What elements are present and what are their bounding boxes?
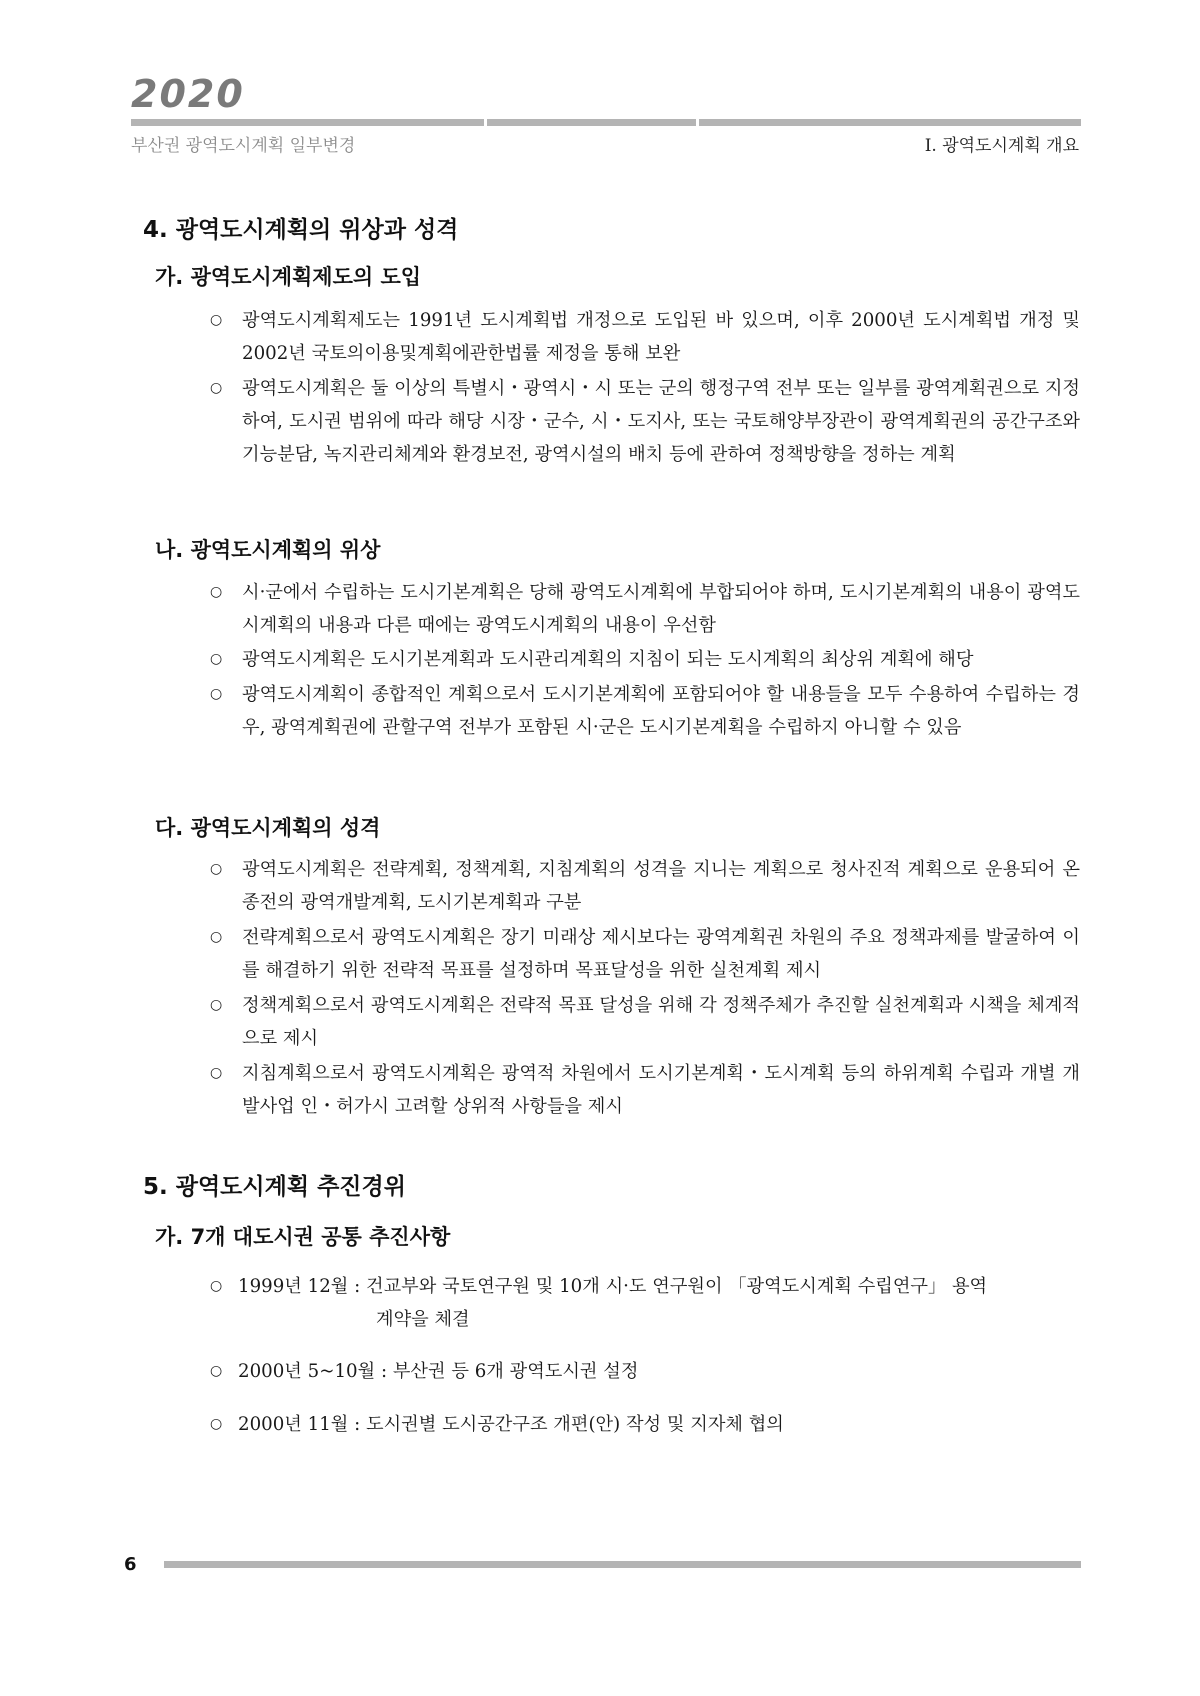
history-text: 건교부와 국토연구원 및 10개 시·도 연구원이 「광역도시계획 수립연구」 용역 [366,1276,988,1297]
header-year: 2020 [131,72,245,116]
list-item [210,1355,1080,1388]
page-number: 6 [124,1554,137,1575]
subsection-5a-heading: 가. 7개 대도시권 공통 추진사항 [155,1225,451,1249]
list-item [210,989,1080,1055]
bullet-text: 전략계획으로서 광역도시계획은 장기 미래상 제시보다는 광역계획권 차원의 주요 정책과제를 발굴하여 이를 해결하기 위한 전략적 목표를 설정하며 목표달성을 위한 실천계획 제시 [242,927,1080,981]
rule-notch [696,119,699,126]
bullet-icon: ○ [210,651,223,667]
header-rule [131,119,1081,126]
section-4-heading: 4. 광역도시계획의 위상과 성격 [143,217,459,243]
bullet-icon: ○ [210,380,223,396]
subsection-4c-heading: 다. 광역도시계획의 성격 [155,816,381,840]
bullet-text: 광역도시계획이 종합적인 계획으로서 도시기본계획에 포함되어야 할 내용들을 모두 수용하여 수립하는 경우, 광역계획권에 관할구역 전부가 포함된 시·군은 도시기본계획을 수립하지 아니할 수 있음 [242,684,1080,738]
bullet-icon: ○ [210,686,223,702]
subsection-4b-heading: 나. 광역도시계획의 위상 [155,538,381,562]
bullet-text: 지침계획으로서 광역도시계획은 광역적 차원에서 도시기본계획・도시계획 등의 하위계획 수립과 개별 개발사업 인・허가시 고려할 상위적 사항들을 제시 [242,1063,1080,1117]
subsection-4a-heading: 가. 광역도시계획제도의 도입 [155,265,422,289]
bullet-icon: ○ [210,1278,223,1294]
bullet-text: 광역도시계획은 도시기본계획과 도시관리계획의 지침이 되는 도시계획의 최상위 계획에 해당 [242,649,974,670]
bullet-text: 광역도시계획제도는 1991년 도시계획법 개정으로 도입된 바 있으며, 이후 2000년 도시계획법 개정 및 2002년 국토의이용및계획에관한법률 제정을 통해 보완 [242,310,1080,364]
rule-notch [484,119,487,126]
history-date: 2000년 5~10월 : [238,1361,393,1382]
bullet-icon: ○ [210,997,223,1013]
history-text: 부산권 등 6개 광역도시권 설정 [392,1361,639,1382]
list-item [210,921,1080,987]
list-item [210,643,1080,676]
list-item [210,1057,1080,1123]
list-item [210,576,1080,642]
list-item [210,372,1080,471]
bullet-icon: ○ [210,1416,223,1432]
header-chapter-title: Ⅰ. 광역도시계획 개요 [924,136,1079,156]
history-text: 도시권별 도시공간구조 개편(안) 작성 및 지자체 협의 [366,1414,784,1435]
header-document-title: 부산권 광역도시계획 일부변경 [131,136,356,156]
bullet-icon: ○ [210,929,223,945]
history-text-continued: 계약을 체결 [376,1309,470,1330]
bullet-icon: ○ [210,1363,223,1379]
list-item [210,1270,1080,1336]
bullet-text: 광역도시계획은 둘 이상의 특별시・광역시・시 또는 군의 행정구역 전부 또는 일부를 광역계획권으로 지정하여, 도시권 범위에 따라 해당 시장・군수, 시・도지사, 또는 국토해양부장관이 광역계획권의 공간구조와 기능분담, 녹지관리체계와 환경보전, 광역시설의 배치 등에 관하여 정책방향을 정하는 계획 [242,378,1080,465]
bullet-text: 시·군에서 수립하는 도시기본계획은 당해 광역도시계획에 부합되어야 하며, 도시기본계획의 내용이 광역도시계획의 내용과 다른 때에는 광역도시계획의 내용이 우선함 [242,582,1080,636]
history-date: 1999년 12월 : [238,1276,367,1297]
history-date: 2000년 11월 : [238,1414,367,1435]
list-item [210,678,1080,744]
bullet-icon: ○ [210,1065,223,1081]
bullet-text: 광역도시계획은 전략계획, 정책계획, 지침계획의 성격을 지니는 계획으로 청사진적 계획으로 운용되어 온 종전의 광역개발계획, 도시기본계획과 구분 [242,859,1080,913]
list-item [210,304,1080,370]
list-item [210,1408,1080,1441]
footer-rule [164,1561,1081,1568]
bullet-icon: ○ [210,861,223,877]
bullet-icon: ○ [210,584,223,600]
list-item [210,853,1080,919]
bullet-text: 정책계획으로서 광역도시계획은 전략적 목표 달성을 위해 각 정책주체가 추진할 실천계획과 시책을 체계적으로 제시 [242,995,1080,1049]
section-5-heading: 5. 광역도시계획 추진경위 [143,1174,406,1200]
bullet-icon: ○ [210,312,223,328]
